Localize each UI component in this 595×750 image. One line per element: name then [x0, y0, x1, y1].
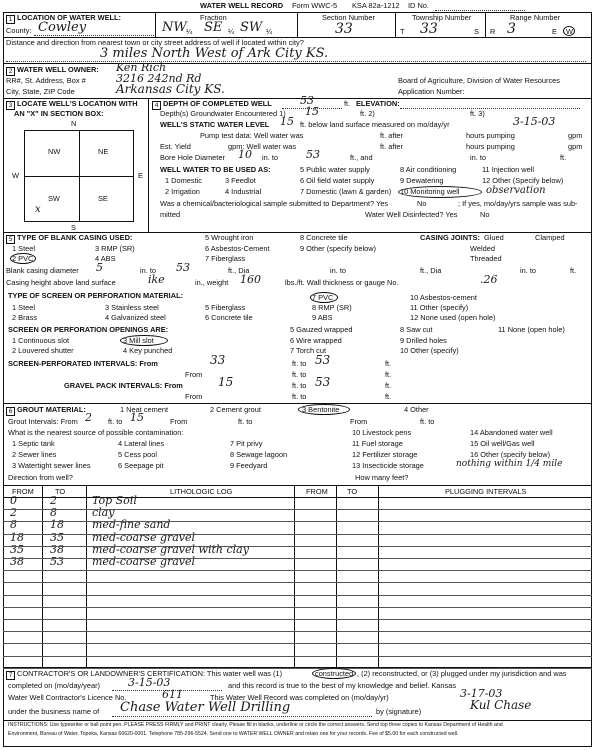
instructions-line-2: Environment, Bureau of Water, Topeka, Kansas 66620-0001. Telephone 785-296-5524. Send one to WATER WELL OWNER and retain one for your records. Fee of $5.00 for each constructed well. — [8, 731, 459, 737]
gravel-to[interactable]: 53 — [315, 375, 331, 389]
source-septic[interactable]: 1 Septic tank — [12, 439, 55, 448]
section-number-value[interactable]: 33 — [335, 21, 353, 37]
screen-pvc[interactable]: 7 PVC — [312, 293, 334, 302]
range-w[interactable]: W — [566, 27, 573, 36]
log-row-line — [3, 631, 592, 632]
township-value[interactable]: 33 — [420, 21, 438, 37]
casing-ft: ft. — [570, 266, 577, 275]
openings-label: SCREEN OR PERFORATION OPENINGS ARE: — [8, 325, 169, 334]
casing-to-value[interactable]: 53 — [176, 261, 190, 274]
chem-mitted: mitted — [160, 210, 181, 219]
log-description[interactable]: med-fine sand — [92, 518, 171, 532]
grout-bentonite[interactable]: 3 Bentonite — [302, 405, 340, 414]
city-label: City, State, ZIP Code — [6, 87, 75, 96]
range-r: R — [490, 27, 496, 36]
township-label: Township Number — [412, 13, 472, 22]
direction-label: Direction from well? — [8, 473, 73, 482]
log-row-line — [3, 595, 592, 596]
use-feedlot[interactable]: 3 Feedlot — [225, 176, 256, 185]
log-row-line — [3, 643, 592, 644]
elevation-label: ELEVATION: — [356, 99, 400, 108]
plug-from-header: FROM — [306, 487, 328, 496]
section-6-heading: 6 GROUT MATERIAL: — [6, 406, 86, 416]
log-to-header: TO — [55, 487, 66, 496]
yield-after: ft. after — [380, 142, 404, 151]
gravel-ft: ft. — [385, 381, 392, 390]
yield-mid: gpm: Well water was — [228, 142, 297, 151]
log-from-header: FROM — [12, 487, 34, 496]
contamination-note[interactable]: nothing within 1/4 mile — [456, 459, 563, 469]
city-value[interactable]: Arkansas City KS. — [116, 82, 225, 96]
casing-height-label: Casing height above land surface — [6, 278, 116, 287]
log-row-line — [3, 570, 592, 571]
log-from[interactable]: 35 — [10, 542, 24, 556]
casing-concrete[interactable]: 8 Concrete tile — [300, 233, 348, 242]
grid-sw: SW — [48, 194, 60, 203]
cert-constructed[interactable]: constructed — [315, 669, 354, 678]
log-row-line — [3, 619, 592, 620]
range-e: E — [552, 27, 557, 36]
screen-steel[interactable]: 1 Steel — [12, 303, 36, 312]
log-from[interactable]: 8 — [10, 518, 17, 532]
log-row-line — [3, 521, 592, 522]
source-livestock[interactable]: 10 Livestock pens — [352, 428, 412, 437]
grout-interval-from[interactable]: 2 — [85, 411, 92, 424]
chem-label-2: ; If yes, mo/day/yrs sample was sub- — [458, 199, 578, 208]
log-row-line — [3, 582, 592, 583]
yield-label: Est. Yield — [160, 142, 191, 151]
screen-abs[interactable]: 9 ABS — [312, 313, 333, 322]
township-s: S — [474, 27, 479, 36]
groundwater-ft3: ft. 3) — [470, 109, 485, 118]
disinfected-no[interactable]: No — [480, 210, 490, 219]
bore-label: Bore Hole Diameter — [160, 153, 225, 162]
perforated-from[interactable]: 33 — [210, 353, 226, 367]
source-fuel[interactable]: 11 Fuel storage — [352, 439, 403, 448]
grid-n: N — [71, 119, 77, 128]
opening-drilled[interactable]: 9 Drilled holes — [400, 336, 447, 345]
cert-license-value[interactable]: 611 — [162, 688, 183, 701]
grout-neat[interactable]: 1 Neat cement — [120, 405, 169, 414]
section-4-heading: 4 DEPTH OF COMPLETED WELL — [152, 100, 272, 110]
perforated-to-label: ft. to — [292, 359, 307, 368]
casing-gauge-value[interactable]: .26 — [480, 273, 498, 286]
source-oilgas[interactable]: 15 Oil well/Gas well — [470, 439, 535, 448]
cert-line3b: This Water Well Record was completed on (mo/day/yr) — [210, 693, 389, 702]
screen-galvanized[interactable]: 4 Galvanized steel — [105, 313, 166, 322]
yield-gpm: gpm — [568, 142, 583, 151]
screen-fiberglass[interactable]: 5 Fiberglass — [205, 303, 246, 312]
screen-rmp[interactable]: 8 RMP (SR) — [312, 303, 352, 312]
address-value[interactable]: 3216 242nd Rd — [116, 72, 202, 85]
log-row-line — [3, 534, 592, 535]
log-from[interactable]: 18 — [10, 530, 24, 544]
gravel-from-2: From — [185, 392, 203, 401]
grout-cement[interactable]: 2 Cement grout — [210, 405, 261, 414]
monitoring-circle — [398, 186, 482, 198]
quarter-mark-3: ¼ — [266, 27, 273, 36]
gravel-label: GRAVEL PACK INTERVALS: From — [64, 381, 183, 390]
log-from[interactable]: 0 — [10, 494, 17, 507]
grout-other[interactable]: 4 Other — [404, 405, 429, 414]
gravel-to-label-2: ft. to — [292, 392, 307, 401]
disinfected-label: Water Well Disinfected? Yes — [365, 210, 458, 219]
section-7-heading: 7 CONTRACTOR'S OR LANDOWNER'S CERTIFICATION: This water well was (1) — [6, 670, 282, 680]
grid-s: S — [71, 223, 76, 232]
log-row-line — [3, 607, 592, 608]
casing-dia-2: ft., Dia — [420, 266, 442, 275]
pump-hours: hours pumping — [466, 131, 515, 140]
screen-asbestos[interactable]: 10 Asbestos-cement — [410, 293, 477, 302]
source-insecticide[interactable]: 13 Insecticide storage — [352, 461, 424, 470]
log-to[interactable]: 18 — [50, 518, 64, 532]
log-to[interactable]: 8 — [50, 506, 57, 520]
cert-signature-label: by (signature) — [376, 707, 422, 716]
static-level-label: WELL'S STATIC WATER LEVEL — [160, 120, 270, 129]
casing-asbestos[interactable]: 6 Asbestos-Cement — [205, 244, 270, 253]
contamination-label: What is the nearest source of possible contamination: — [8, 428, 184, 437]
grout-to-label: ft. to — [108, 417, 123, 426]
grid-e: E — [138, 171, 143, 180]
address-label: RR#, St. Address, Box # — [6, 76, 86, 85]
plug-to-header: TO — [347, 487, 358, 496]
source-lateral[interactable]: 4 Lateral lines — [118, 439, 165, 448]
depth-value[interactable]: 53 — [300, 94, 314, 107]
casing-in-to: in. to — [140, 266, 157, 275]
cert-signature: Kul Chase — [470, 698, 532, 712]
pump-test-label: Pump test data: Well water was — [200, 131, 304, 140]
cert-business-label: under the business name of — [8, 707, 100, 716]
casing-abs[interactable]: 4 ABS — [95, 254, 116, 263]
grout-interval-label: Grout Intervals: From — [8, 417, 78, 426]
log-description[interactable]: med-coarse gravel with clay — [92, 542, 249, 556]
yield-hours: hours pumping — [466, 142, 515, 151]
static-level-date[interactable]: 3-15-03 — [513, 115, 556, 128]
quarter-mark-1: ¼ — [186, 27, 193, 36]
screen-other[interactable]: 11 Other (specify) — [410, 303, 469, 312]
form-number: Form WWC-5 — [292, 1, 338, 10]
casing-wrought[interactable]: 5 Wrought iron — [205, 233, 254, 242]
log-from[interactable]: 38 — [10, 555, 24, 568]
use-oilfield[interactable]: 6 Oil field water supply — [300, 176, 375, 185]
section-number-label: Section Number — [322, 13, 375, 22]
form-title: WATER WELL RECORD — [200, 1, 284, 10]
perforated-to-label-2: ft. to — [292, 370, 307, 379]
grout-to-3: ft. to — [420, 417, 435, 426]
source-other[interactable]: 16 Other (specify below) — [470, 450, 551, 459]
casing-other[interactable]: 9 Other (specify below) — [300, 244, 376, 253]
log-row-line — [3, 546, 592, 547]
log-to[interactable]: 38 — [50, 542, 64, 556]
use-monitoring[interactable]: 10 Monitoring well — [400, 187, 460, 196]
pump-gpm: gpm — [568, 131, 583, 140]
perforated-ft-2: ft. — [385, 370, 392, 379]
owner-value[interactable]: Ken Rich — [116, 61, 167, 74]
groundwater-value[interactable]: 15 — [305, 105, 319, 118]
opening-other[interactable]: 10 Other (specify) — [400, 346, 459, 355]
log-description[interactable]: med-coarse gravel — [92, 530, 196, 544]
casing-rmp[interactable]: 3 RMP (SR) — [95, 244, 135, 253]
section-1-heading: 1 LOCATION OF WATER WELL: — [6, 14, 121, 24]
grout-interval-to[interactable]: 15 — [130, 411, 144, 424]
pump-after: ft. after — [380, 131, 404, 140]
lithologic-log-header: LITHOLOGIC LOG — [170, 487, 233, 496]
bore-value[interactable]: 10 — [238, 148, 252, 161]
plugging-intervals-header: PLUGGING INTERVALS — [445, 487, 527, 496]
source-lagoon[interactable]: 8 Sewage lagoon — [230, 450, 288, 459]
section-5-heading: 5 TYPE OF BLANK CASING USED: — [6, 234, 132, 244]
cert-line1b: , (2) reconstructed, or (3) plugged under my jurisdiction and was — [357, 669, 567, 678]
casing-dia: ft., Dia — [228, 266, 250, 275]
use-dewatering[interactable]: 9 Dewatering — [400, 176, 444, 185]
casing-diameter-value[interactable]: 5 — [96, 261, 103, 274]
use-lawn[interactable]: 7 Domestic (lawn & garden) — [300, 187, 392, 196]
source-seepage[interactable]: 6 Seepage pit — [118, 461, 164, 470]
cert-line2b: and this record is true to the best of my knowledge and belief. Kansas — [228, 681, 457, 690]
static-level-value[interactable]: 15 — [280, 115, 294, 128]
board-label: Board of Agriculture, Division of Water Resources — [398, 76, 560, 85]
joint-clamped[interactable]: Clamped — [535, 233, 565, 242]
opening-mill-slot[interactable]: 3 Mill slot — [123, 336, 154, 345]
casing-height-value[interactable]: ike — [148, 273, 165, 286]
casing-in-to-2: in. to — [330, 266, 347, 275]
quarter-mark-2: ¼ — [228, 27, 235, 36]
log-row-line — [3, 509, 592, 510]
source-sewer[interactable]: 2 Sewer lines — [12, 450, 57, 459]
bore-in-to-2: in. to — [470, 153, 487, 162]
casing-diameter-label: Blank casing diameter — [6, 266, 79, 275]
cert-business-value[interactable]: Chase Water Well Drilling — [120, 700, 291, 715]
log-row-line — [3, 656, 592, 657]
casing-weight-value[interactable]: 160 — [240, 273, 261, 286]
log-description[interactable]: clay — [92, 506, 115, 520]
opening-gauzed[interactable]: 5 Gauzed wrapped — [290, 325, 353, 334]
log-to[interactable]: 2 — [50, 494, 57, 507]
casing-pvc[interactable]: 2 PVC — [12, 254, 34, 263]
groundwater-label: Depth(s) Groundwater Encountered 1) — [160, 109, 286, 118]
how-many-feet-label: How many feet? — [355, 473, 409, 482]
ksa-ref: KSA 82a-1212 — [352, 1, 400, 10]
log-to[interactable]: 53 — [50, 555, 64, 568]
grid-ne: NE — [98, 147, 109, 156]
source-fertilizer[interactable]: 12 Fertilizer storage — [352, 450, 418, 459]
opening-continuous[interactable]: 1 Continuous slot — [12, 336, 70, 345]
distance-value[interactable]: 3 miles North West of Ark City KS. — [100, 46, 329, 61]
id-label: ID No. — [408, 1, 429, 10]
source-cess[interactable]: 5 Cess pool — [118, 450, 158, 459]
gravel-from[interactable]: 15 — [218, 375, 234, 389]
casing-fiberglass[interactable]: 7 Fiberglass — [205, 254, 246, 263]
instructions-line-1: INSTRUCTIONS: Use typewriter or ball point pen. PLEASE PRESS FIRMLY and PRINT clearly. Please fill in blanks, underline or circle the correct answers. Send top three copies to Kansas Department of Health and — [8, 722, 503, 728]
screen-brass[interactable]: 2 Brass — [12, 313, 38, 322]
cert-license-label: Water Well Contractor's Licence No. — [8, 693, 127, 702]
bore-to-value[interactable]: 53 — [306, 148, 320, 161]
bore-in-to: in. to — [262, 153, 279, 162]
depth-ft: ft. — [344, 99, 351, 108]
screen-concrete[interactable]: 6 Concrete tile — [205, 313, 253, 322]
gravel-to-label: ft. to — [292, 381, 307, 390]
log-from[interactable]: 2 — [10, 506, 17, 520]
joint-welded[interactable]: Welded — [470, 244, 495, 253]
source-watertight[interactable]: 3 Watertight sewer lines — [12, 461, 91, 470]
grout-from-3: From — [350, 417, 368, 426]
location-x-mark: x — [35, 204, 41, 215]
log-description[interactable]: Top Soil — [92, 494, 137, 507]
range-label: Range Number — [510, 13, 561, 22]
casing-weight-label: in., weight — [195, 278, 229, 287]
chem-no[interactable]: No — [417, 199, 427, 208]
opening-none[interactable]: 11 None (open hole) — [498, 325, 565, 334]
grid-nw: NW — [48, 147, 61, 156]
opening-louvered[interactable]: 2 Louvered shutter — [12, 346, 74, 355]
use-air[interactable]: 8 Air conditioning — [400, 165, 457, 174]
gravel-ft-2: ft. — [385, 392, 392, 401]
log-to[interactable]: 35 — [50, 530, 64, 544]
county-label: County: — [6, 26, 32, 35]
bore-ft: ft. — [560, 153, 567, 162]
perforated-ft: ft. — [385, 359, 392, 368]
log-row-line — [3, 558, 592, 559]
use-public[interactable]: 5 Public water supply — [300, 165, 370, 174]
section-3-subheading: AN "X" IN SECTION BOX: — [14, 109, 104, 118]
casing-in-to-3: in. to — [520, 266, 537, 275]
opening-saw[interactable]: 8 Saw cut — [400, 325, 433, 334]
use-injection[interactable]: 11 Injection well — [482, 165, 535, 174]
section-3-heading: 3 LOCATE WELL'S LOCATION WITH — [6, 100, 138, 110]
fraction-label: Fraction — [200, 13, 227, 22]
use-other[interactable]: 12 Other (Specify below) — [482, 176, 564, 185]
section-2-heading: 2 WATER WELL OWNER: — [6, 66, 99, 76]
bore-ft-and: ft., and — [350, 153, 373, 162]
opening-wire[interactable]: 6 Wire wrapped — [290, 336, 342, 345]
range-value[interactable]: 3 — [507, 21, 516, 37]
joint-threaded[interactable]: Threaded — [470, 254, 502, 263]
use-domestic[interactable]: 1 Domestic — [165, 176, 202, 185]
perforated-label: SCREEN-PERFORATED INTERVALS: From — [8, 359, 158, 368]
screen-material-label: TYPE OF SCREEN OR PERFORATION MATERIAL: — [8, 291, 184, 300]
opening-key-punched[interactable]: 4 Key punched — [123, 346, 173, 355]
cert-record-date[interactable]: 3-17-03 — [460, 687, 503, 700]
source-feedyard[interactable]: 9 Feedyard — [230, 461, 268, 470]
cert-completed-date[interactable]: 3-15-03 — [128, 676, 171, 689]
fraction-q3[interactable]: SW — [240, 20, 263, 35]
groundwater-ft2: ft. 2) — [360, 109, 375, 118]
use-industrial[interactable]: 4 Industrial — [225, 187, 262, 196]
source-abandoned[interactable]: 14 Abandoned water well — [470, 428, 553, 437]
county-value[interactable]: Cowley — [38, 20, 87, 35]
source-privy[interactable]: 7 Pit privy — [230, 439, 263, 448]
fraction-q1[interactable]: NW — [162, 20, 187, 35]
opening-torch[interactable]: 7 Torch cut — [290, 346, 327, 355]
casing-steel[interactable]: 1 Steel — [12, 244, 36, 253]
screen-none[interactable]: 12 None used (open hole) — [410, 313, 496, 322]
joint-glued[interactable]: Glued — [484, 233, 504, 242]
perforated-to[interactable]: 53 — [315, 353, 331, 367]
use-irrigation[interactable]: 2 Irrigation — [165, 187, 200, 196]
grout-from-2: From — [170, 417, 188, 426]
grid-w: W — [12, 171, 19, 180]
perforated-from-2: From — [185, 370, 203, 379]
grout-to-2: ft. to — [238, 417, 253, 426]
use-label: WELL WATER TO BE USED AS: — [160, 165, 271, 174]
distance-label: Distance and direction from nearest town or city street address of well if located within city? — [6, 38, 304, 47]
casing-lbs-label: lbs./ft. Wall thickness or gauge No. — [285, 278, 399, 287]
cert-completed-label: completed on (mo/day/year) — [8, 681, 101, 690]
fraction-q2[interactable]: SE — [204, 20, 223, 35]
screen-stainless[interactable]: 3 Stainless steel — [105, 303, 159, 312]
casing-joints-label: CASING JOINTS: — [420, 233, 480, 242]
grid-se: SE — [98, 194, 108, 203]
application-label: Application Number: — [398, 87, 465, 96]
township-t: T — [400, 27, 405, 36]
use-observation[interactable]: observation — [486, 185, 546, 196]
static-level-rest: ft. below land surface measured on mo/day/yr — [300, 120, 450, 129]
log-description[interactable]: med-coarse gravel — [92, 555, 196, 568]
chem-label: Was a chemical/bacteriological sample submitted to Department? Yes — [160, 199, 389, 208]
